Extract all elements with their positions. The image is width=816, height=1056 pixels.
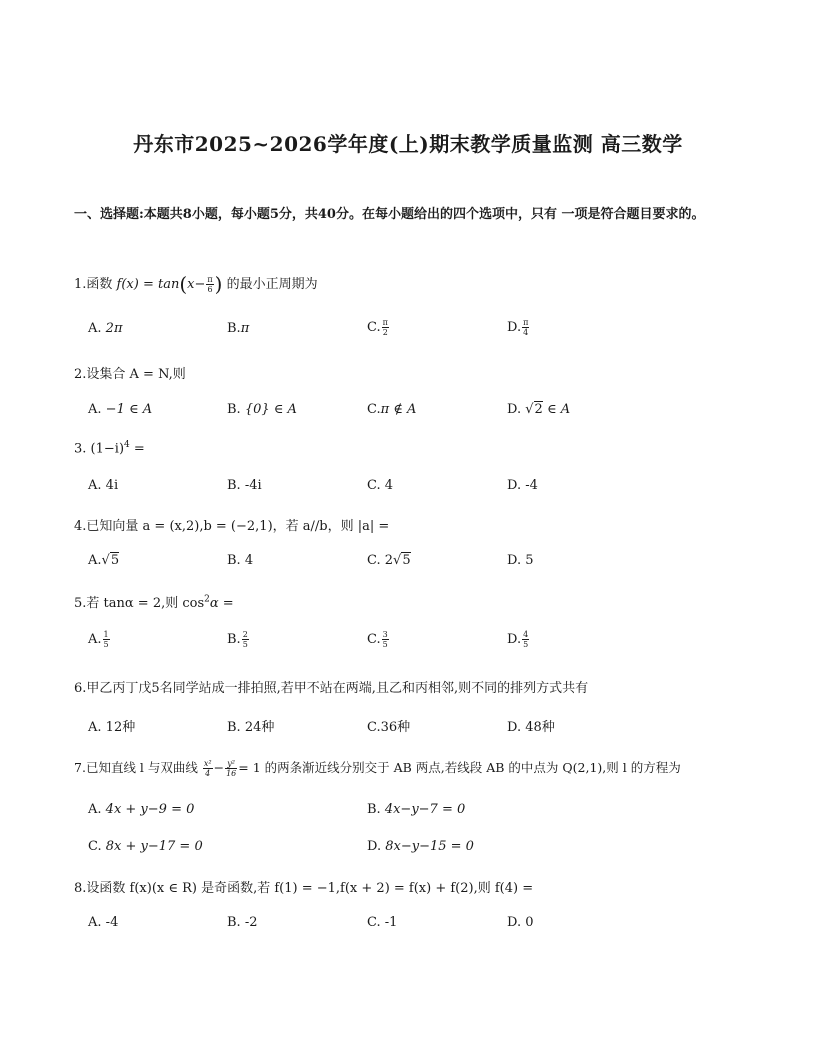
question-1: 1.函数 f(x) = tan(x− $\frac{\pi}{6}$ ) 的最小正周期为: [74, 272, 318, 296]
option-c: C. 2√5: [367, 553, 411, 568]
option-d: D. 5: [507, 553, 534, 568]
option-b: B. 4x−y−7 = 0: [367, 802, 466, 817]
option-a: A. 12种: [88, 720, 136, 735]
option-b: B. -2: [227, 915, 258, 930]
option-a: A. $\frac{1}{5}$: [88, 630, 109, 649]
fraction: $\frac{1}{5}$: [103, 630, 109, 649]
fraction: $\frac{\pi}{4}$: [523, 318, 529, 337]
option-d: D. $\frac{4}{5}$: [507, 630, 529, 649]
option-b: B. -4i: [227, 478, 262, 493]
option-b: B. $\frac{2}{5}$: [227, 630, 248, 649]
option-a: A.√5: [88, 553, 120, 568]
question-4: [74, 515, 389, 534]
question-8: [74, 877, 533, 896]
option-c: C.π ∉ A: [367, 402, 417, 417]
question-7: 7.已知直线 l 与双曲线 $\frac{\text{x²}}{4}$ − $\frac{\text{y²}}{16}$ = 1 的两条渐近线分别交于 AB 两点,若线段 AB 的中点为 Q(2,1),则 l 的方程为: [74, 759, 681, 778]
option-d: D. 0: [507, 915, 534, 930]
question-stem-inner: x−: [187, 277, 206, 292]
question-number: 2.: [74, 367, 87, 382]
option-c: C. 8x + y−17 = 0: [88, 839, 203, 854]
question-number: 3.: [74, 441, 87, 457]
option-a: A. 4i: [88, 478, 119, 493]
question-stem: 设函数 f(x)(x ∈ R) 是奇函数,若 f(1) = −1,f(x + 2) = f(x) + f(2),则 f(4) =: [86, 881, 534, 896]
option-c: C. $\frac{3}{5}$: [367, 630, 388, 649]
question-5: 5.若 tanα = 2,则 $\cos^2\alpha$ =: [74, 594, 234, 611]
question-number: 7.: [74, 760, 86, 775]
option-d: D. √2 ∈ A: [507, 402, 571, 417]
option-d: D. -4: [507, 478, 538, 493]
option-a: A. 4x + y−9 = 0: [88, 802, 195, 817]
option-a: A. −1 ∈ A: [88, 402, 153, 417]
option-d: D. 8x−y−15 = 0: [367, 839, 474, 854]
option-b: B. 4: [227, 553, 254, 568]
option-b: B.π: [227, 321, 250, 336]
question-2: [74, 363, 186, 382]
question-number: 1.: [74, 277, 87, 292]
question-stem: 已知向量 a = (x,2),b = (−2,1)，若 a//b，则 |a| =: [86, 519, 390, 534]
option-d: D. $\frac{\pi}{4}$: [507, 318, 529, 337]
option-c: C. $\frac{\pi}{2}$: [367, 318, 388, 337]
option-b: B. 24种: [227, 720, 275, 735]
fraction: $\frac{\text{y²}}{16}$: [226, 759, 237, 778]
fraction: $\frac{2}{5}$: [242, 630, 248, 649]
option-a: A. 2π: [88, 321, 123, 336]
question-6: [74, 677, 588, 696]
question-stem-expr: f(x) = tan: [116, 277, 180, 292]
option-a: A. -4: [88, 915, 119, 930]
question-stem: 设集合 A = N,则: [86, 367, 186, 382]
fraction: $\frac{\text{x²}}{4}$: [203, 759, 212, 778]
fraction: $\frac{3}{5}$: [382, 630, 388, 649]
question-number: 6.: [74, 681, 87, 696]
option-d: D. 48种: [507, 720, 555, 735]
section-heading: 一、选择题:本题共8小题，每小题5分，共40分。在每小题给出的四个选项中，只有 一项是符合题目要求的。: [74, 207, 705, 222]
page-title: 丹东市2025~2026学年度(上)期末教学质量监测 高三数学: [133, 132, 683, 156]
option-c: C.36种: [367, 720, 411, 735]
question-3: 3. $(1-i)^4$ =: [74, 440, 145, 457]
question-number: 4.: [74, 519, 87, 534]
option-c: C. -1: [367, 915, 398, 930]
question-number: 5.: [74, 596, 87, 611]
question-stem-suffix: 的最小正周期为: [222, 277, 318, 292]
question-number: 8.: [74, 881, 87, 896]
question-stem-prefix: 函数: [86, 277, 117, 292]
fraction: $\frac{\pi}{6}$: [207, 275, 213, 294]
fraction: $\frac{4}{5}$: [523, 630, 529, 649]
question-stem: 甲乙丙丁戊5名同学站成一排拍照,若甲不站在两端,且乙和丙相邻,则不同的排列方式共有: [86, 681, 589, 696]
fraction: $\frac{\pi}{2}$: [382, 318, 388, 337]
option-b: B. {0} ∈ A: [227, 402, 297, 417]
option-c: C. 4: [367, 478, 394, 493]
